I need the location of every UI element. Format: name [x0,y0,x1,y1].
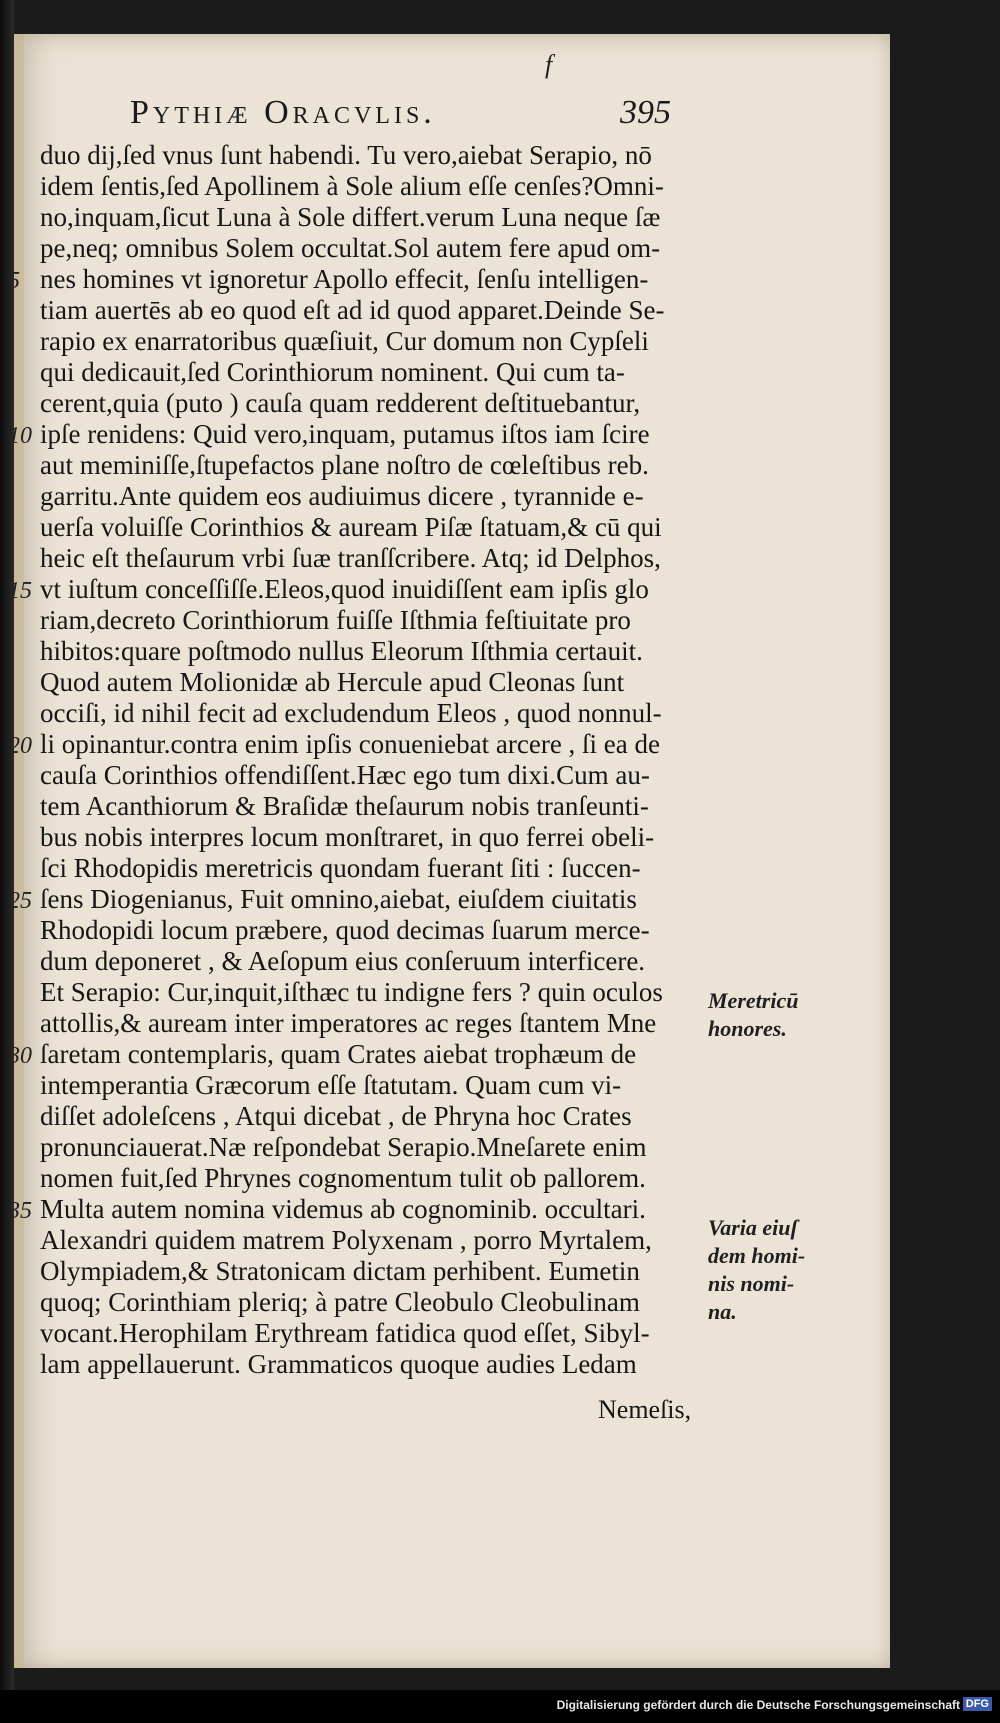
text-line: li opinantur.contra enim ipſis conueniebat arcere , ſi ea de [40,729,661,759]
dfg-logo: DFG [963,1697,992,1711]
text-line: bus nobis interpres locum monſtraret, in quo ferrei obeli- [40,822,655,852]
text-line: diſſet adoleſcens , Atqui dicebat , de Phryna hoc Crates [40,1101,632,1131]
footer-credit: Digitalisierung gefördert durch die Deutsche Forschungsgemeinschaft [556,1698,960,1712]
text-line: attollis,& auream inter imperatores ac reges ſtantem Mne [40,1008,657,1038]
text-line: uerſa voluiſſe Corinthios & auream Piſæ ſtatuam,& cū qui [40,512,662,542]
text-line: no,inquam,ſicut Luna à Sole differt.verum Luna neque ſæ [40,202,661,232]
text-line: ſens Diogenianus, Fuit omnino,aiebat, eiuſdem ciuitatis [40,884,637,914]
text-line: tem Acanthiorum & Braſidæ theſaurum nobis tranſeunti- [40,791,649,821]
text-line: Et Serapio: Cur,inquit,iſthæc tu indigne fers ? quin oculos [40,977,663,1007]
text-line: nomen fuit,ſed Phrynes cognomentum tulit ob pallorem. [40,1163,646,1193]
signature-mark: f [545,50,553,79]
marginal-note-line: honores. [708,1016,787,1041]
text-line: ſaretam contemplaris, quam Crates aiebat trophæum de [40,1039,637,1069]
text-line: garritu.Ante quidem eos audiuimus dicere , tyrannide e- [40,481,644,511]
text-line: cauſa Corinthios offendiſſent.Hæc ego tum dixi.Cum au- [40,760,650,790]
text-line: Alexandri quidem matrem Polyxenam , porro Myrtalem, [40,1225,652,1255]
line-number: 15 [8,578,32,604]
text-line: vocant.Herophilam Erythream fatidica quod eſſet, Sibyl- [40,1318,650,1348]
marginal-note-line: na. [708,1299,737,1324]
line-number: 35 [8,1198,32,1224]
line-number: 5 [8,268,20,294]
line-number: 25 [8,888,32,914]
digitization-footer [0,1690,1000,1723]
text-line: pronunciauerat.Næ reſpondebat Serapio.Mneſarete enim [40,1132,647,1162]
marginal-note-line: dem homi- [708,1243,806,1268]
text-line: occiſi, id nihil fecit ad excludendum Eleos , quod nonnul- [40,698,662,728]
running-head: Pythiæ Oracvlis. [130,94,436,131]
text-line: rapio ex enarratoribus quæſiuit, Cur domum non Cypſeli [40,326,649,356]
text-line: heic eſt theſaurum vrbi ſuæ tranſſcribere. Atq; id Delphos, [40,543,661,573]
text-line: riam,decreto Corinthiorum fuiſſe Iſthmia feſtiuitate pro [40,605,631,635]
text-line: qui dedicauit,ſed Corinthiorum nominent. Qui cum ta- [40,357,625,387]
text-line: nes homines vt ignoretur Apollo effecit, ſenſu intelligen- [40,264,649,294]
text-line: dum deponeret , & Aeſopum eius conſeruum interficere. [40,946,646,976]
page-number: 395 [620,94,671,131]
marginal-note-line: Meretricū [708,988,799,1013]
marginal-note-line: Varia eiuſ [708,1215,798,1240]
text-line: aut meminiſſe,ſtupefactos plane noſtro de cœleſtibus reb. [40,450,649,480]
line-number: 30 [8,1043,32,1069]
text-line: tiam auertēs ab eo quod eſt ad id quod apparet.Deinde Se- [40,295,665,325]
text-line: Multa autem nomina videmus ab cognominib. occultari. [40,1194,646,1224]
text-line: duo dij,ſed vnus ſunt habendi. Tu vero,aiebat Serapio, nō [40,140,652,170]
text-line: Olympiadem,& Stratonicam dictam perhibent. Eumetin [40,1256,640,1286]
line-number: 20 [8,733,32,759]
text-line: ſci Rhodopidis meretricis quondam fuerant ſiti : ſuccen- [40,853,641,883]
line-number: 10 [8,423,32,449]
catchword: Nemeſis, [598,1395,692,1424]
text-line: hibitos:quare poſtmodo nullus Eleorum Iſthmia certauit. [40,636,643,666]
text-line: Quod autem Molionidæ ab Hercule apud Cleonas ſunt [40,667,625,697]
marginal-note-line: nis nomi- [708,1271,795,1296]
text-line: quoq; Corinthiam pleriq; à patre Cleobulo Cleobulinam [40,1287,640,1317]
text-line: vt iuſtum conceſſiſſe.Eleos,quod inuidiſſent eam ipſis glo [40,574,649,604]
text-line: ipſe renidens: Quid vero,inquam, putamus iſtos iam ſcire [40,419,650,449]
text-line: pe,neq; omnibus Solem occultat.Sol autem fere apud om- [40,233,661,263]
text-line: lam appellauerunt. Grammaticos quoque audies Ledam [40,1349,637,1379]
text-line: Rhodopidi locum præbere, quod decimas ſuarum merce- [40,915,650,945]
text-line: intemperantia Græcorum eſſe ſtatutam. Quam cum vi- [40,1070,622,1100]
text-line: idem ſentis,ſed Apollinem à Sole alium eſſe cenſes?Omni- [40,171,664,201]
text-line: cerent,quia (puto ) cauſa quam redderent deſtituebantur, [40,388,641,418]
book-binding-edge [0,0,14,1723]
